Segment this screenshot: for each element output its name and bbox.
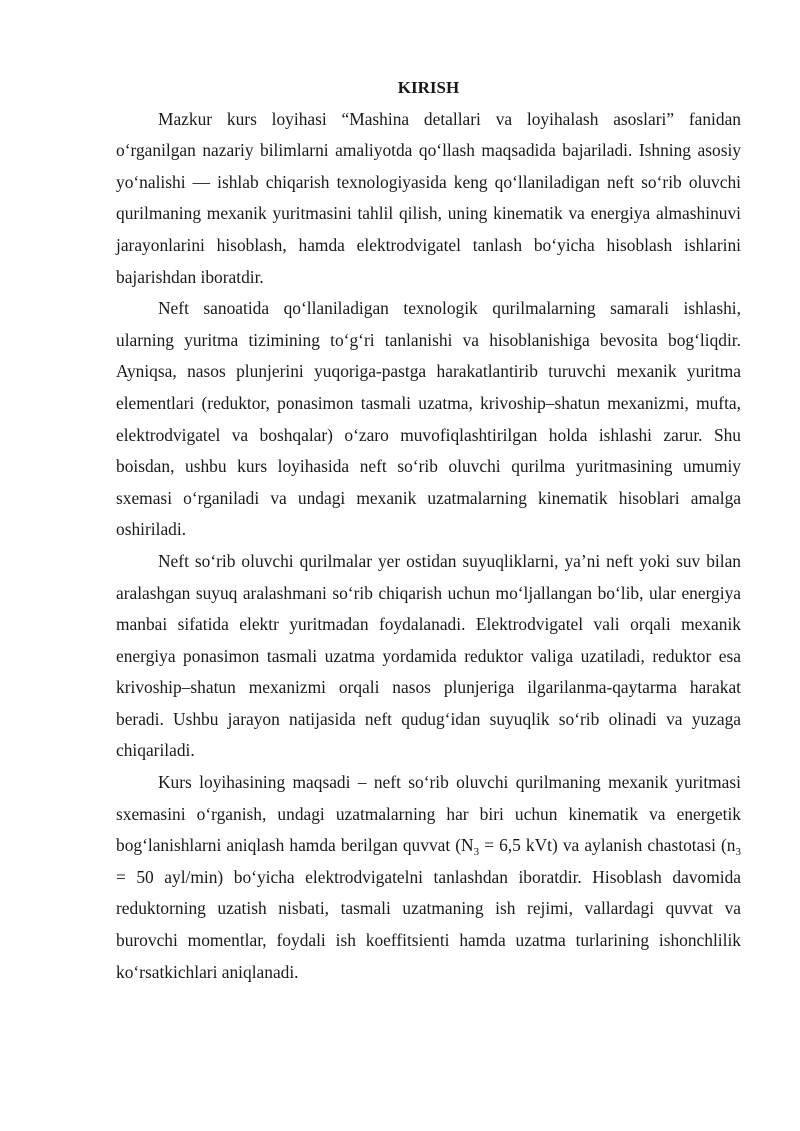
paragraph-process: Neft so‘rib oluvchi qurilmalar yer ostidan suyuqliklarni, ya’ni neft yoki suv bilan aralashgan suyuq aralashmani so‘rib chiqarish uchun mo‘ljallangan bo‘lib, ular energiya manbai sifatida elektr yuritmadan foydalanadi. Elektrodvigatel vali orqali mexanik energiya ponasimon tasmali uzatma yordamida reduktor valiga uzatiladi, reduktor esa krivoship–shatun mexanizmi orqali nasos plunjeriga ilgarilanma-qaytarma harakat beradi. Ushbu jarayon natijasida neft qudug‘idan suyuqlik so‘rib olinadi va yuzaga chiqariladi.	[116, 550, 741, 761]
speed-subscript: 3	[735, 846, 741, 859]
paragraph-industry: Neft sanoatida qo‘llaniladigan texnologik qurilmalarning samarali ishlashi, ularning yuritma tizimining to‘g‘ri tanlanishi va hisoblanishiga bevosita bog‘liqdir. Ayniqsa, nasos plunjerini yuqoriga-pastga harakatlantirib turuvchi mexanik yuritma elementlari (reduktor, ponasimon tasmali uzatma, krivoship–shatun mexanizmi, mufta, elektrodvigatel va boshqalar) o‘zaro muvofiqlashtirilgan holda ishlashi zarur. Shu boisdan, ushbu kurs loyihasida neft so‘rib oluvchi qurilma yuritmasining umumiy sxemasi o‘rganiladi va undagi mexanik uzatmalarning kinematik hisoblari amalga oshiriladi.	[116, 298, 741, 540]
document-page	[116, 72, 741, 988]
paragraph-intro: Mazkur kurs loyihasi “Mashina detallari va loyihalash asoslari” fanidan o‘rganilgan nazariy bilimlarni amaliyotda qo‘llash maqsadida bajariladi. Ishning asosiy yo‘nalishi — ishlab chiqarish texnologiyasida keng qo‘llaniladigan neft so‘rib oluvchi qurilmaning mexanik yuritmasini tahlil qilish, uning kinematik va energiya almashinuvi jarayonlarini hisoblash, hamda elektrodvigatel tanlash bo‘yicha hisoblash ishlarini bajarishdan iboratdir.	[116, 108, 741, 287]
goal-text-part-3: = 50 ayl/min) bo‘yicha elektrodvigatelni tanlashdan iboratdir. Hisoblash davomida reduktorning uzatish nisbati, tasmali uzatmaning ish rejimi, vallardagi quvvat va burovchi momentlar, foydali ish koeffitsienti hamda uzatma turlarining ishonchlilik ko‘rsatkichlari aniqlanadi.	[116, 866, 741, 982]
section-title: KIRISH	[397, 78, 460, 97]
goal-text-part-1: Kurs loyihasining maqsadi – neft so‘rib oluvchi qurilmaning mexanik yuritmasi sxemasini o‘rganish, undagi uzatmalarning har biri uchun kinematik va energetik bog‘lanishlarni aniqlash hamda berilgan quvvat (N	[116, 772, 741, 856]
paragraph-goal	[116, 767, 741, 988]
power-subscript: 3	[473, 846, 480, 859]
goal-text-part-2: = 6,5 kVt) va aylanish chastotasi (n	[479, 835, 736, 856]
